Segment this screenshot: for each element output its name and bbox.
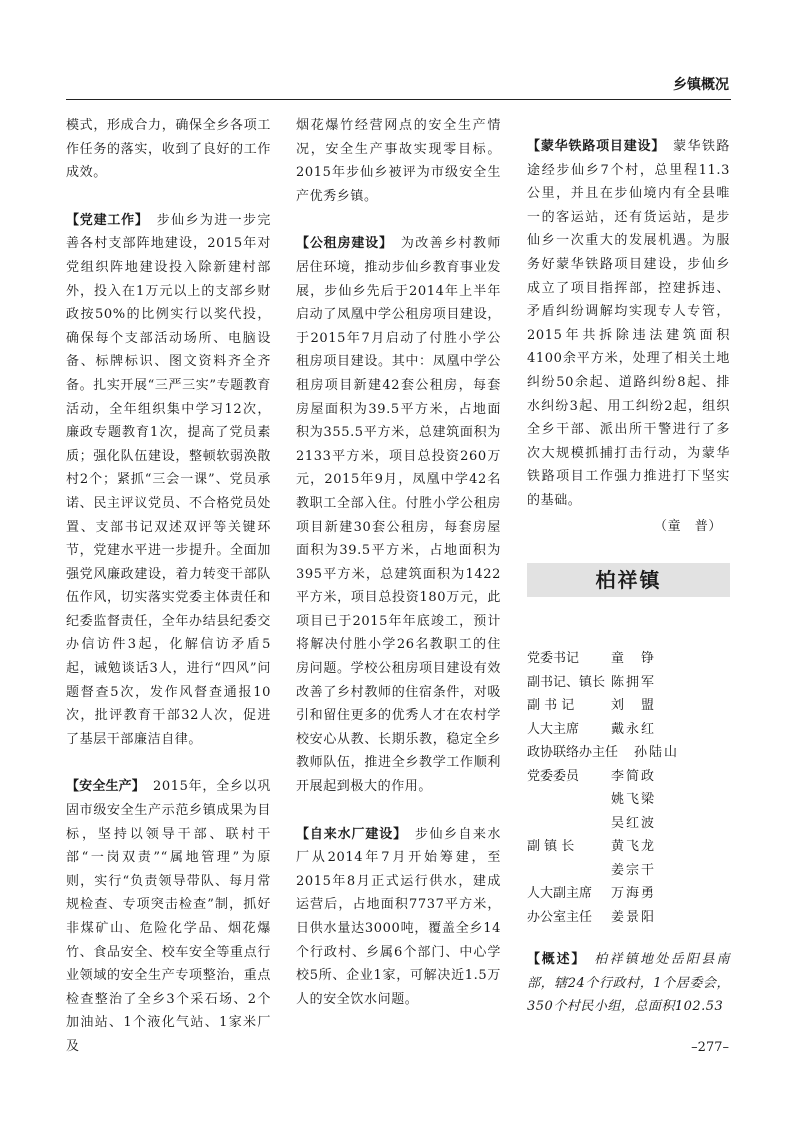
paragraph-party-building [66, 209, 271, 752]
roster-row [527, 765, 732, 789]
roster-position: 党委委员 [527, 768, 580, 784]
text-party-building: 步仙乡为进一步完善各村支部阵地建设，2015年对党组织阵地建设投入除新建村部外，投入在1万元以上的支部乡财政按50%的比例实行以奖代投，确保每个支部活动场所、电脑设备、标牌标识、图文资料齐全齐备。扎实开展“三严三实”专题教育活动，全年组织集中学习12次，廉政专题教育1次，提高了党员素质；强化队伍建设，整顿软弱涣散村2个；紧抓“三会一课”、党员承诺、民主评议党员、不合格党员处置、支部书记双述双评等关键环节，党建水平进一步提升。全面加强党风廉政建设，着力转变干部队伍作风，切实落实党委主体责任和纪委监督责任，全年办结县纪委交办信访件3起，化解信访矛盾5起，诫勉谈话3人，进行“四风”问题督查5次，发作风督查通报10次，批评教育干部32人次，促进了基层干部廉洁自律。 [66, 212, 271, 747]
town-heading: 柏祥镇 [527, 563, 730, 597]
roster-name: 刘 盟 [611, 698, 657, 713]
roster-row [527, 812, 732, 836]
roster-row [527, 694, 732, 718]
paragraph-safety [66, 775, 271, 1058]
heading-water-plant: 【自来水厂建设】 [296, 826, 408, 842]
column-left [66, 114, 271, 1059]
paragraph-water-plant [296, 823, 501, 1012]
heading-overview: 【概述】 [527, 952, 587, 967]
text-railway: 蒙华铁路途经步仙乡7个村，总里程11.3公里，并且在步仙境内有全县唯一的客运站，还有货运站，是步仙乡一次重大的发展机遇。为服务好蒙华铁路项目建设，步仙乡成立了项目指挥部，控建拆违、矛盾纠纷调解均实现专人专管，2015年共拆除违法建筑面积4100余平方米，处理了相关土地纠纷50余起、道路纠纷8起、排水纠纷3起、用工纠纷2起，组织全乡干部、派出所干警进行了多次大规模抓捕打击行动，为蒙华铁路项目工作强力推进打下坚实的基础。 [527, 139, 730, 508]
text-housing: 为改善乡村教师居住环境，推动步仙乡教育事业发展，步仙乡先后于2014年上半年启动了凤凰中学公租房项目建设，于2015年7月启动了付胜小学公租房项目建设。其中：凤凰中学公租房项目新建42套公租房，每套房屋面积为39.5平方米，占地面积为355.5平方米，总建筑面积为2133平方米，项目总投资260万元，2015年9月，凤凰中学42名教职工全部入住。付胜小学公租房项目新建30套公租房，每套房屋面积为39.5平方米，占地面积为395平方米，总建筑面积为1422平方米，项目总投资180万元，此项目已于2015年年底竣工，预计将解决付胜小学26名教职工的住房问题。学校公租房项目建设有效改善了乡村教师的住宿条件，对吸引和留住更多的优秀人才在农村学校安心从教、长期乐教，稳定全乡教师队伍，推进全乡教学工作顺利开展起到极大的作用。 [296, 236, 501, 795]
roster-position: 政协联络办主任 [527, 745, 619, 760]
roster-position: 办公室主任 [527, 909, 593, 925]
roster-name: 姚飞梁 [611, 792, 657, 807]
roster-name: 陈拥军 [611, 674, 657, 690]
heading-railway: 【蒙华铁路项目建设】 [527, 139, 666, 154]
section-title: 乡镇概况 [673, 77, 729, 93]
heading-housing: 【公租房建设】 [296, 236, 393, 252]
roster-name: 吴红波 [611, 815, 657, 831]
roster-name: 孙陆山 [634, 745, 680, 760]
roster-position: 党委书记 [527, 651, 580, 666]
paragraph-continuation: 烟花爆竹经营网点的安全生产情况，安全生产事故实现零目标。2015年步仙乡被评为市级安全生产优秀乡镇。 [296, 118, 501, 204]
column-middle [296, 114, 501, 1011]
roster-name: 戴永红 [611, 721, 657, 737]
text-safety: 2015年，全乡以巩固市级安全生产示范乡镇成果为目标，坚持以领导干部、联村干部“一岗双责”“属地管理”为原则，实行“负责领导带队、每月常规检查、专项突击检查”制，抓好非煤矿山、危险化学品、烟花爆竹、食品安全、校车安全等重点行业领域的安全生产专项整治，重点检查整治了全乡3个采石场、2个加油站、1个液化气站、1家米厂及 [66, 779, 271, 1054]
text-overview: 柏祥镇地处岳阳县南部，辖24个行政村，1个居委会，350个村民小组，总面积102.53 [527, 952, 730, 1015]
roster-row [527, 906, 732, 930]
heading-party-building: 【党建工作】 [66, 212, 149, 228]
roster-row [527, 718, 732, 742]
roster-position [527, 859, 611, 883]
author-signature: （童 普） [653, 518, 722, 534]
roster-name: 童 铮 [611, 651, 657, 666]
paragraph-overview [527, 948, 730, 1019]
roster-row [527, 647, 732, 671]
paragraph-housing [296, 232, 501, 798]
header-rule [66, 99, 731, 100]
roster-name: 黄飞龙 [611, 839, 657, 854]
roster-name: 李简政 [611, 768, 657, 784]
roster-position: 副 镇 长 [527, 839, 575, 854]
roster-position: 人大副主席 [527, 886, 593, 901]
roster-position [527, 812, 611, 836]
leadership-roster [527, 647, 732, 929]
roster-row [527, 741, 732, 765]
roster-row [527, 882, 732, 906]
roster-name: 姜宗干 [611, 862, 657, 878]
roster-position: 副书记、镇长 [527, 674, 606, 690]
roster-name: 姜景阳 [611, 909, 657, 925]
page-number: –277– [691, 1040, 729, 1055]
roster-row [527, 835, 732, 859]
roster-row [527, 859, 732, 883]
roster-position: 人大主席 [527, 721, 580, 737]
heading-safety: 【安全生产】 [66, 779, 145, 795]
paragraph-railway [527, 135, 730, 513]
text-water-plant: 步仙乡自来水厂从2014年7月开始筹建，至2015年8月正式运行供水，建成运营后，占地面积7737平方米，日供水量达3000吨，覆盖全乡14个行政村、乡属6个部门、中心学校5所、企业1家，可解决近1.5万人的安全饮水问题。 [296, 826, 501, 1007]
roster-row [527, 788, 732, 812]
paragraph-continuation: 模式，形成合力，确保全乡各项工作任务的落实，收到了良好的工作成效。 [66, 118, 271, 181]
roster-position [527, 788, 611, 812]
roster-name: 万海勇 [611, 886, 657, 901]
roster-row [527, 671, 732, 695]
roster-position: 副 书 记 [527, 698, 575, 713]
column-right [527, 114, 730, 538]
